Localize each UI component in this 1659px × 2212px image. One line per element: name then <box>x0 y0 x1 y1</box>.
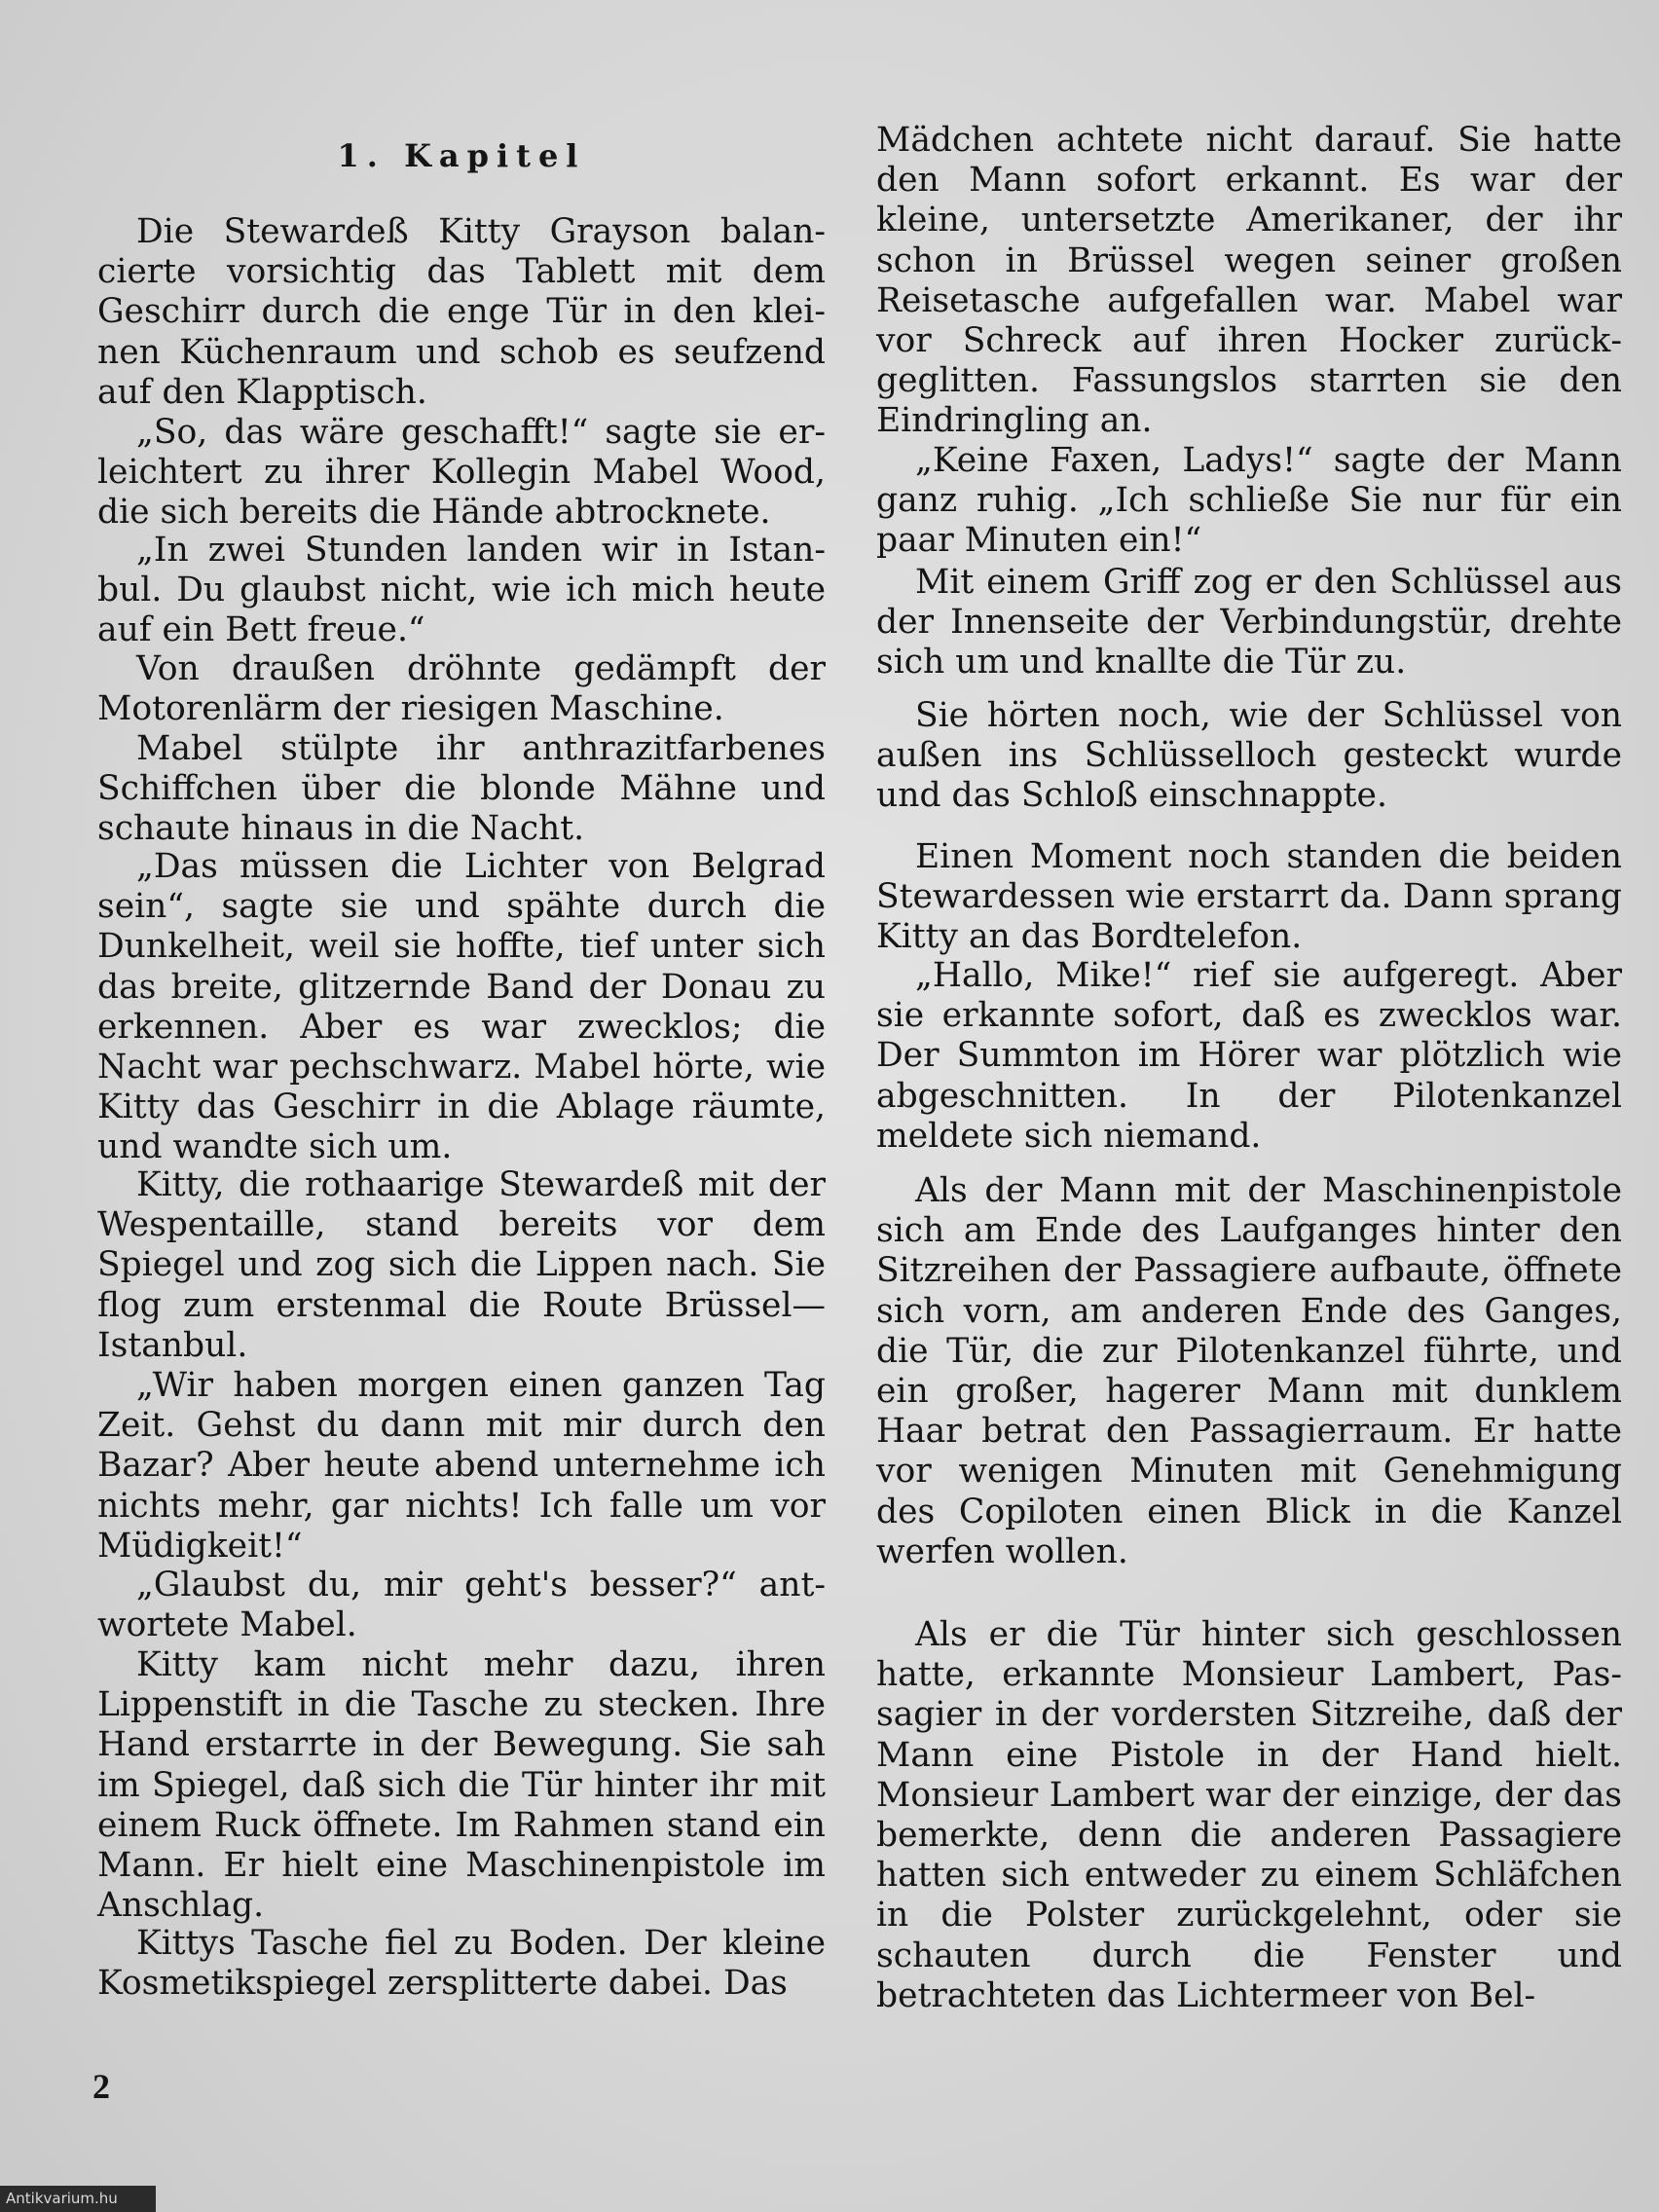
paragraph: Kitty, die rothaarige Stewardeß mit der Wespentaille, stand bereits vor dem Spiegel und zog sich die Lippen nach. Sie flog zum erstenmal die Route Brüssel—Istanbul. <box>97 1165 826 1365</box>
paragraph: Von draußen dröhnte gedämpft der Motorenlärm der riesigen Maschine. <box>97 649 826 729</box>
paragraph: „Glaubst du, mir geht's besser?“ antwortete Mabel. <box>97 1566 826 1645</box>
page-number: 2 <box>92 2067 110 2106</box>
watermark: Antikvarium.hu <box>0 2186 156 2212</box>
paragraph: Kittys Tasche fiel zu Boden. Der kleine Kosmetikspiegel zersplitterte dabei. Das <box>97 1924 826 2004</box>
paragraph: Als er die Tür hinter sich geschlossen hatte, erkannte Monsieur Lambert, Passagier in der vordersten Sitzreihe, daß der Mann eine Pistole in der Hand hielt. Monsieur Lambert war der einzige, der das bemerkte, denn die anderen Passagiere hatten sich entweder zu einem Schläfchen in die Polster zurückgelehnt, oder sie schauten durch die Fenster und betrachteten das Lichtermeer von Bel- <box>876 1615 1622 2015</box>
paragraph: Kitty kam nicht mehr dazu, ihren Lippenstift in die Tasche zu stecken. Ihre Hand erstarrte in der Bewegung. Sie sah im Spiegel, daß sich die Tür hinter ihr mit einem Ruck öffnete. Im Rahmen stand ein Mann. Er hielt eine Maschinenpistole im Anschlag. <box>97 1645 826 1926</box>
paragraph: Mabel stülpte ihr anthrazitfarbenes Schiffchen über die blonde Mähne und schaute hinaus in die Nacht. <box>97 729 826 849</box>
paragraph: „Hallo, Mike!“ rief sie aufgeregt. Aber sie erkannte sofort, daß es zwecklos war. Der Summton im Hörer war plötzlich wie abgeschnitten. In der Pilotenkanzel meldete sich niemand. <box>876 956 1622 1156</box>
chapter-heading: 1. Kapitel <box>337 137 586 174</box>
paragraph: Mit einem Griff zog er den Schlüssel aus der Innenseite der Verbindungstür, drehte sich um und knallte die Tür zu. <box>876 563 1622 682</box>
paragraph: „Das müssen die Lichter von Belgrad sein“, sagte sie und spähte durch die Dunkelheit, weil sie hoffte, tief unter sich das breite, glitzernde Band der Donau zu erkennen. Aber es war zwecklos; die Nacht war pechschwarz. Mabel hörte, wie Kitty das Geschirr in die Ablage räumte, und wandte sich um. <box>97 847 826 1167</box>
paragraph: „Wir haben morgen einen ganzen Tag Zeit. Gehst du dann mit mir durch den Bazar? Aber heute abend unternehme ich nichts mehr, gar nichts! Ich falle um vor Müdigkeit!“ <box>97 1366 826 1566</box>
paragraph: Sie hörten noch, wie der Schlüssel von außen ins Schlüsselloch gesteckt wurde und das Schloß einschnappte. <box>876 696 1622 816</box>
paragraph: Als der Mann mit der Maschinenpistole sich am Ende des Laufganges hinter den Sitzreihen der Passagiere aufbaute, öffnete sich vorn, am anderen Ende des Ganges, die Tür, die zur Pilotenkanzel führte, und ein großer, hagerer Mann mit dunklem Haar betrat den Passagierraum. Er hatte vor wenigen Minuten mit Genehmigung des Copiloten einen Blick in die Kanzel werfen wollen. <box>876 1171 1622 1571</box>
paragraph: Die Stewardeß Kitty Grayson balancierte vorsichtig das Tablett mit dem Geschirr durch die enge Tür in den kleinen Küchenraum und schob es seufzend auf den Klapptisch. <box>97 212 826 412</box>
paragraph: Einen Moment noch standen die beiden Stewardessen wie erstarrt da. Dann sprang Kitty an das Bordtelefon. <box>876 837 1622 957</box>
paragraph: „Keine Faxen, Ladys!“ sagte der Mann ganz ruhig. „Ich schließe Sie nur für ein paar Minuten ein!“ <box>876 441 1622 561</box>
paragraph: Mädchen achtete nicht darauf. Sie hatte den Mann sofort erkannt. Es war der kleine, untersetzte Amerikaner, der ihr schon in Brüssel wegen seiner großen Reisetasche aufgefallen war. Mabel war vor Schreck auf ihren Hocker zurückgeglitten. Fassungslos starrten sie den Eindringling an. <box>876 121 1622 441</box>
paragraph: „So, das wäre geschafft!“ sagte sie erleichtert zu ihrer Kollegin Mabel Wood, die sich bereits die Hände abtrocknete. <box>97 413 826 533</box>
paragraph: „In zwei Stunden landen wir in Istanbul. Du glaubst nicht, wie ich mich heute auf ein Bett freue.“ <box>97 531 826 650</box>
